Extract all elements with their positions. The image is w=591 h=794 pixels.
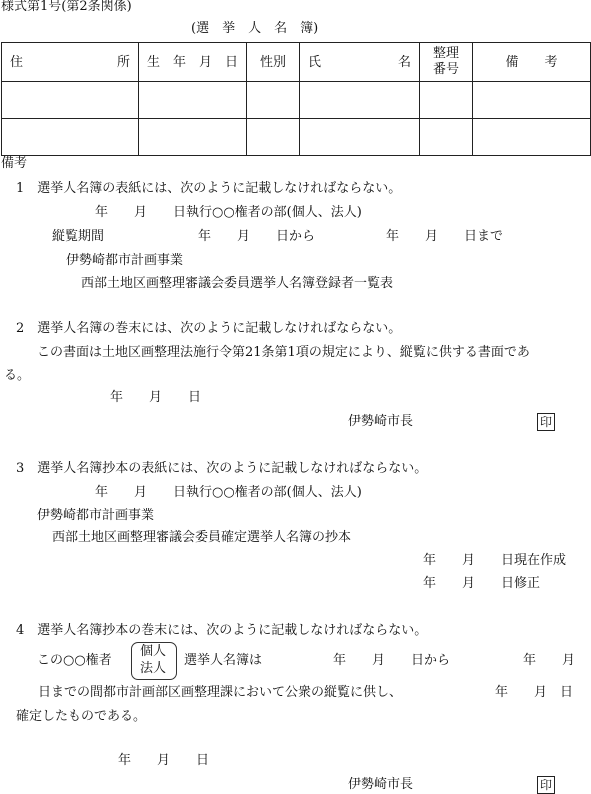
section2-seal: 印 [537,413,555,431]
register-table [1,42,591,156]
section4-line2-date: 年 月 日 [495,685,574,700]
header-sex: 性別 [247,43,300,82]
section4-date-to-start: 年 月 [523,653,576,668]
section4-middle: 選挙人名簿は [184,653,263,668]
document-title: (選 挙 人 名 簿) [191,21,319,36]
section1-line1: 年 月 日執行○○権者の部(個人、法人) [95,205,362,220]
header-birthdate: 生 年 月 日 [139,43,247,82]
table-row [2,82,591,119]
section1-period-to: 年 月 日まで [386,229,504,244]
section1-project: 伊勢崎都市計画事業 [66,253,184,268]
table-row [2,119,591,156]
section4-date: 年 月 日 [118,753,210,768]
section1-period-from: 年 月 日から [198,229,316,244]
section3-created: 年 月 日現在作成 [423,553,567,568]
remarks-label: 備考 [1,156,28,171]
section4-choice-individual: 個人 [140,644,167,659]
section1-heading: 1 選挙人名簿の表紙には、次のように記載しなければならない。 [16,181,402,196]
section3-revised: 年 月 日修正 [423,576,541,591]
section4-line3: 確定したものである。 [16,709,147,724]
section2-text-line2: る。 [4,368,31,383]
section4-mayor: 伊勢崎市長 [348,777,414,792]
section3-line1: 年 月 日執行○○権者の部(個人、法人) [95,485,362,500]
header-name: 氏 名 [300,43,420,82]
header-address: 住 所 [2,43,139,82]
section2-text-line1: この書面は土地区画整理法施行令第21条第1項の規定により、縦覧に供する書面であ [37,345,530,360]
section2-heading: 2 選挙人名簿の巻末には、次のように記載しなければならない。 [16,321,402,336]
section4-line2: 日までの間都市計画部区画整理課において公衆の縦覧に供し、 [38,685,403,700]
table-header-row [2,43,591,82]
section4-choice-corporate: 法人 [140,661,167,676]
section3-title: 西部土地区画整理審議会委員確定選挙人名簿の抄本 [52,530,352,545]
section2-mayor: 伊勢崎市長 [348,414,414,429]
section2-date: 年 月 日 [110,390,202,405]
section4-heading: 4 選挙人名簿抄本の巻末には、次のように記載しなければならない。 [16,623,428,638]
header-remarks: 備 考 [473,43,591,82]
header-ref-number: 整理 番号 [420,43,473,82]
section4-date-from: 年 月 日から [333,653,451,668]
section3-project: 伊勢崎都市計画事業 [37,508,155,523]
section3-heading: 3 選挙人名簿抄本の表紙には、次のように記載しなければならない。 [16,461,428,476]
section1-title: 西部土地区画整理審議会委員選挙人名簿登録者一覧表 [81,276,394,291]
section4-prefix: この○○権者 [37,653,112,668]
section1-period-label: 縦覧期間 [52,229,105,244]
form-label: 様式第1号(第2条関係) [1,0,132,14]
section4-seal: 印 [537,776,555,794]
